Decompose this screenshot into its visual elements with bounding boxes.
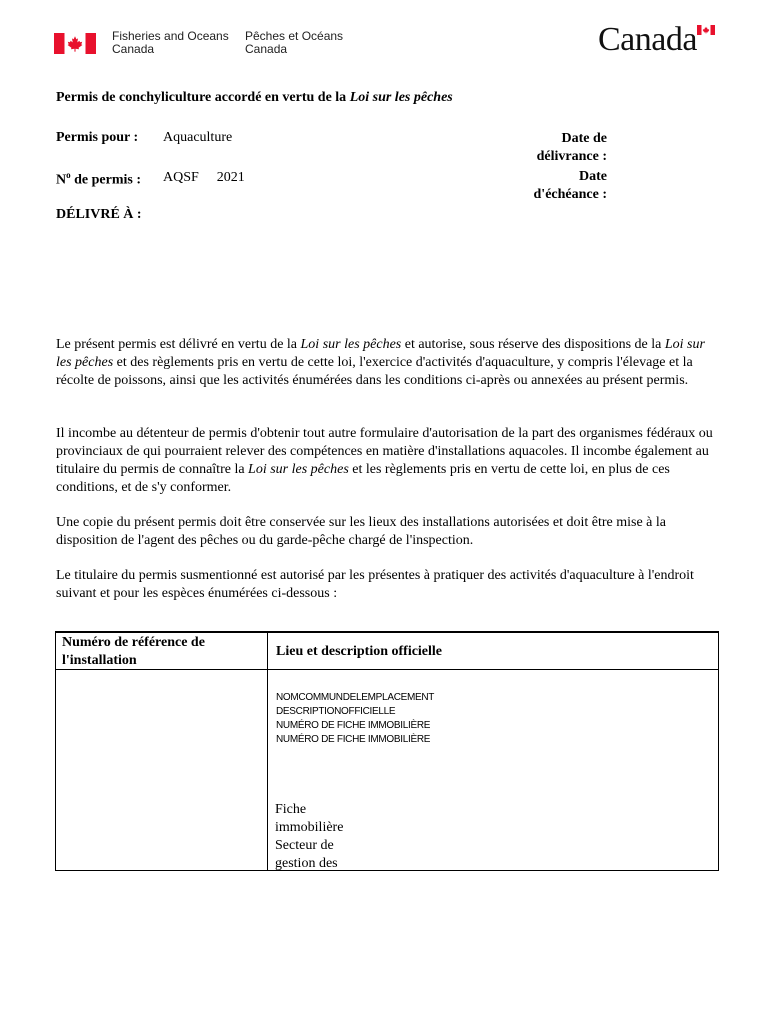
document-title — [56, 90, 453, 106]
dept-fr-line2: Canada — [245, 42, 288, 56]
secteur-line1: Secteur de — [275, 838, 334, 853]
p1-part-a: Le présent permis est délivré en vertu de la — [56, 337, 301, 352]
p2-law-ref: Loi sur les pêches — [248, 462, 349, 477]
expiry-date-label — [534, 168, 607, 204]
permit-number-label-sup: o — [66, 170, 71, 180]
permit-number-year: 2021 — [216, 170, 245, 185]
issued-to-label: DÉLIVRÉ À : — [56, 207, 142, 222]
canada-flag-logo — [54, 33, 96, 54]
department-name-french — [245, 30, 343, 56]
expiry-date-label-line2: d'échéance : — [533, 187, 607, 202]
title-law-name: Loi sur les pêches — [349, 90, 453, 105]
paragraph-obligations — [56, 425, 716, 497]
wordmark-text: Canada — [598, 21, 697, 58]
canada-flag-icon — [54, 33, 96, 54]
secteur-line2: gestion des — [275, 856, 338, 871]
permit-for-value: Aquaculture — [163, 130, 233, 145]
location-line: NOMCOMMUNDELEMPLACEMENT — [276, 692, 435, 703]
fiche-line1: Fiche — [275, 802, 307, 817]
p1-law-ref-1: Loi sur les pêches — [300, 337, 402, 352]
location-line: NUMÉRO DE FICHE IMMOBILIÈRE — [276, 720, 431, 731]
dept-en-line2: Canada — [112, 42, 155, 56]
column-header-location: Lieu et description officielle — [276, 644, 443, 659]
issue-date-label-line1: Date de — [561, 131, 607, 146]
issue-date-label-line2: délivrance : — [536, 149, 607, 164]
p1-part-c: et des règlements pris en vertu de cette loi, l'exercice d'activités d'aquaculture, y compris l'élevage et la récolte de poissons, ainsi que les activités énumérées dans les conditions ci-après ou annexées au présent permis. — [56, 355, 693, 388]
paragraph-authorization — [56, 336, 716, 390]
wordmark-flag-icon — [697, 25, 715, 35]
permit-number-value — [163, 170, 245, 186]
location-description-list — [276, 691, 434, 747]
permit-number-prefix: AQSF — [163, 170, 199, 185]
location-property-details — [275, 801, 343, 873]
dept-fr-line1: Pêches et Océans — [245, 29, 344, 43]
p1-part-b: et autorise, sous réserve des dispositions de la — [401, 337, 665, 352]
dept-en-line1: Fisheries and Oceans — [112, 29, 229, 43]
fiche-line2: immobilière — [275, 820, 344, 835]
permit-for-label: Permis pour : — [56, 130, 139, 145]
issue-date-label — [537, 130, 607, 166]
paragraph-copy-kept: Une copie du présent permis doit être conservée sur les lieux des installations autorisées et doit être mise à la disposition de l'agent des pêches ou du garde-pêche chargé de l'inspection. — [56, 515, 666, 548]
installation-table — [55, 631, 719, 871]
p2-part-b: et les règlements pris en vertu de cette loi, en plus de ces conditions, et de s'y conformer. — [56, 462, 670, 495]
location-line: DESCRIPTIONOFFICIELLE — [276, 706, 396, 717]
column-header-reference-number: Numéro de référence de l'installation — [62, 635, 205, 668]
expiry-date-label-line1: Date — [579, 169, 607, 184]
p2-part-a: Il incombe au détenteur de permis d'obtenir tout autre formulaire d'autorisation de la part des organismes fédéraux ou provinciaux de qui pourraient relever des compétences en matière d'installations aquacoles. Il incombe également au titulaire du permis de connaître la — [56, 426, 713, 477]
location-line: NUMÉRO DE FICHE IMMOBILIÈRE — [276, 734, 431, 745]
canada-wordmark — [598, 20, 697, 60]
paragraph-location-species: Le titulaire du permis susmentionné est autorisé par les présentes à pratiquer des activités d'aquaculture à l'endroit suivant et pour les espèces énumérées ci-dessous : — [56, 568, 694, 601]
p1-law-ref-2: Loi sur les pêches — [56, 337, 705, 370]
department-name-english — [112, 30, 229, 56]
permit-number-label-rest: de permis : — [70, 172, 142, 188]
permit-number-label — [56, 170, 141, 189]
permit-number-label-n: N — [56, 172, 67, 188]
title-prefix: Permis de conchyliculture accordé en vertu de la — [56, 90, 350, 105]
